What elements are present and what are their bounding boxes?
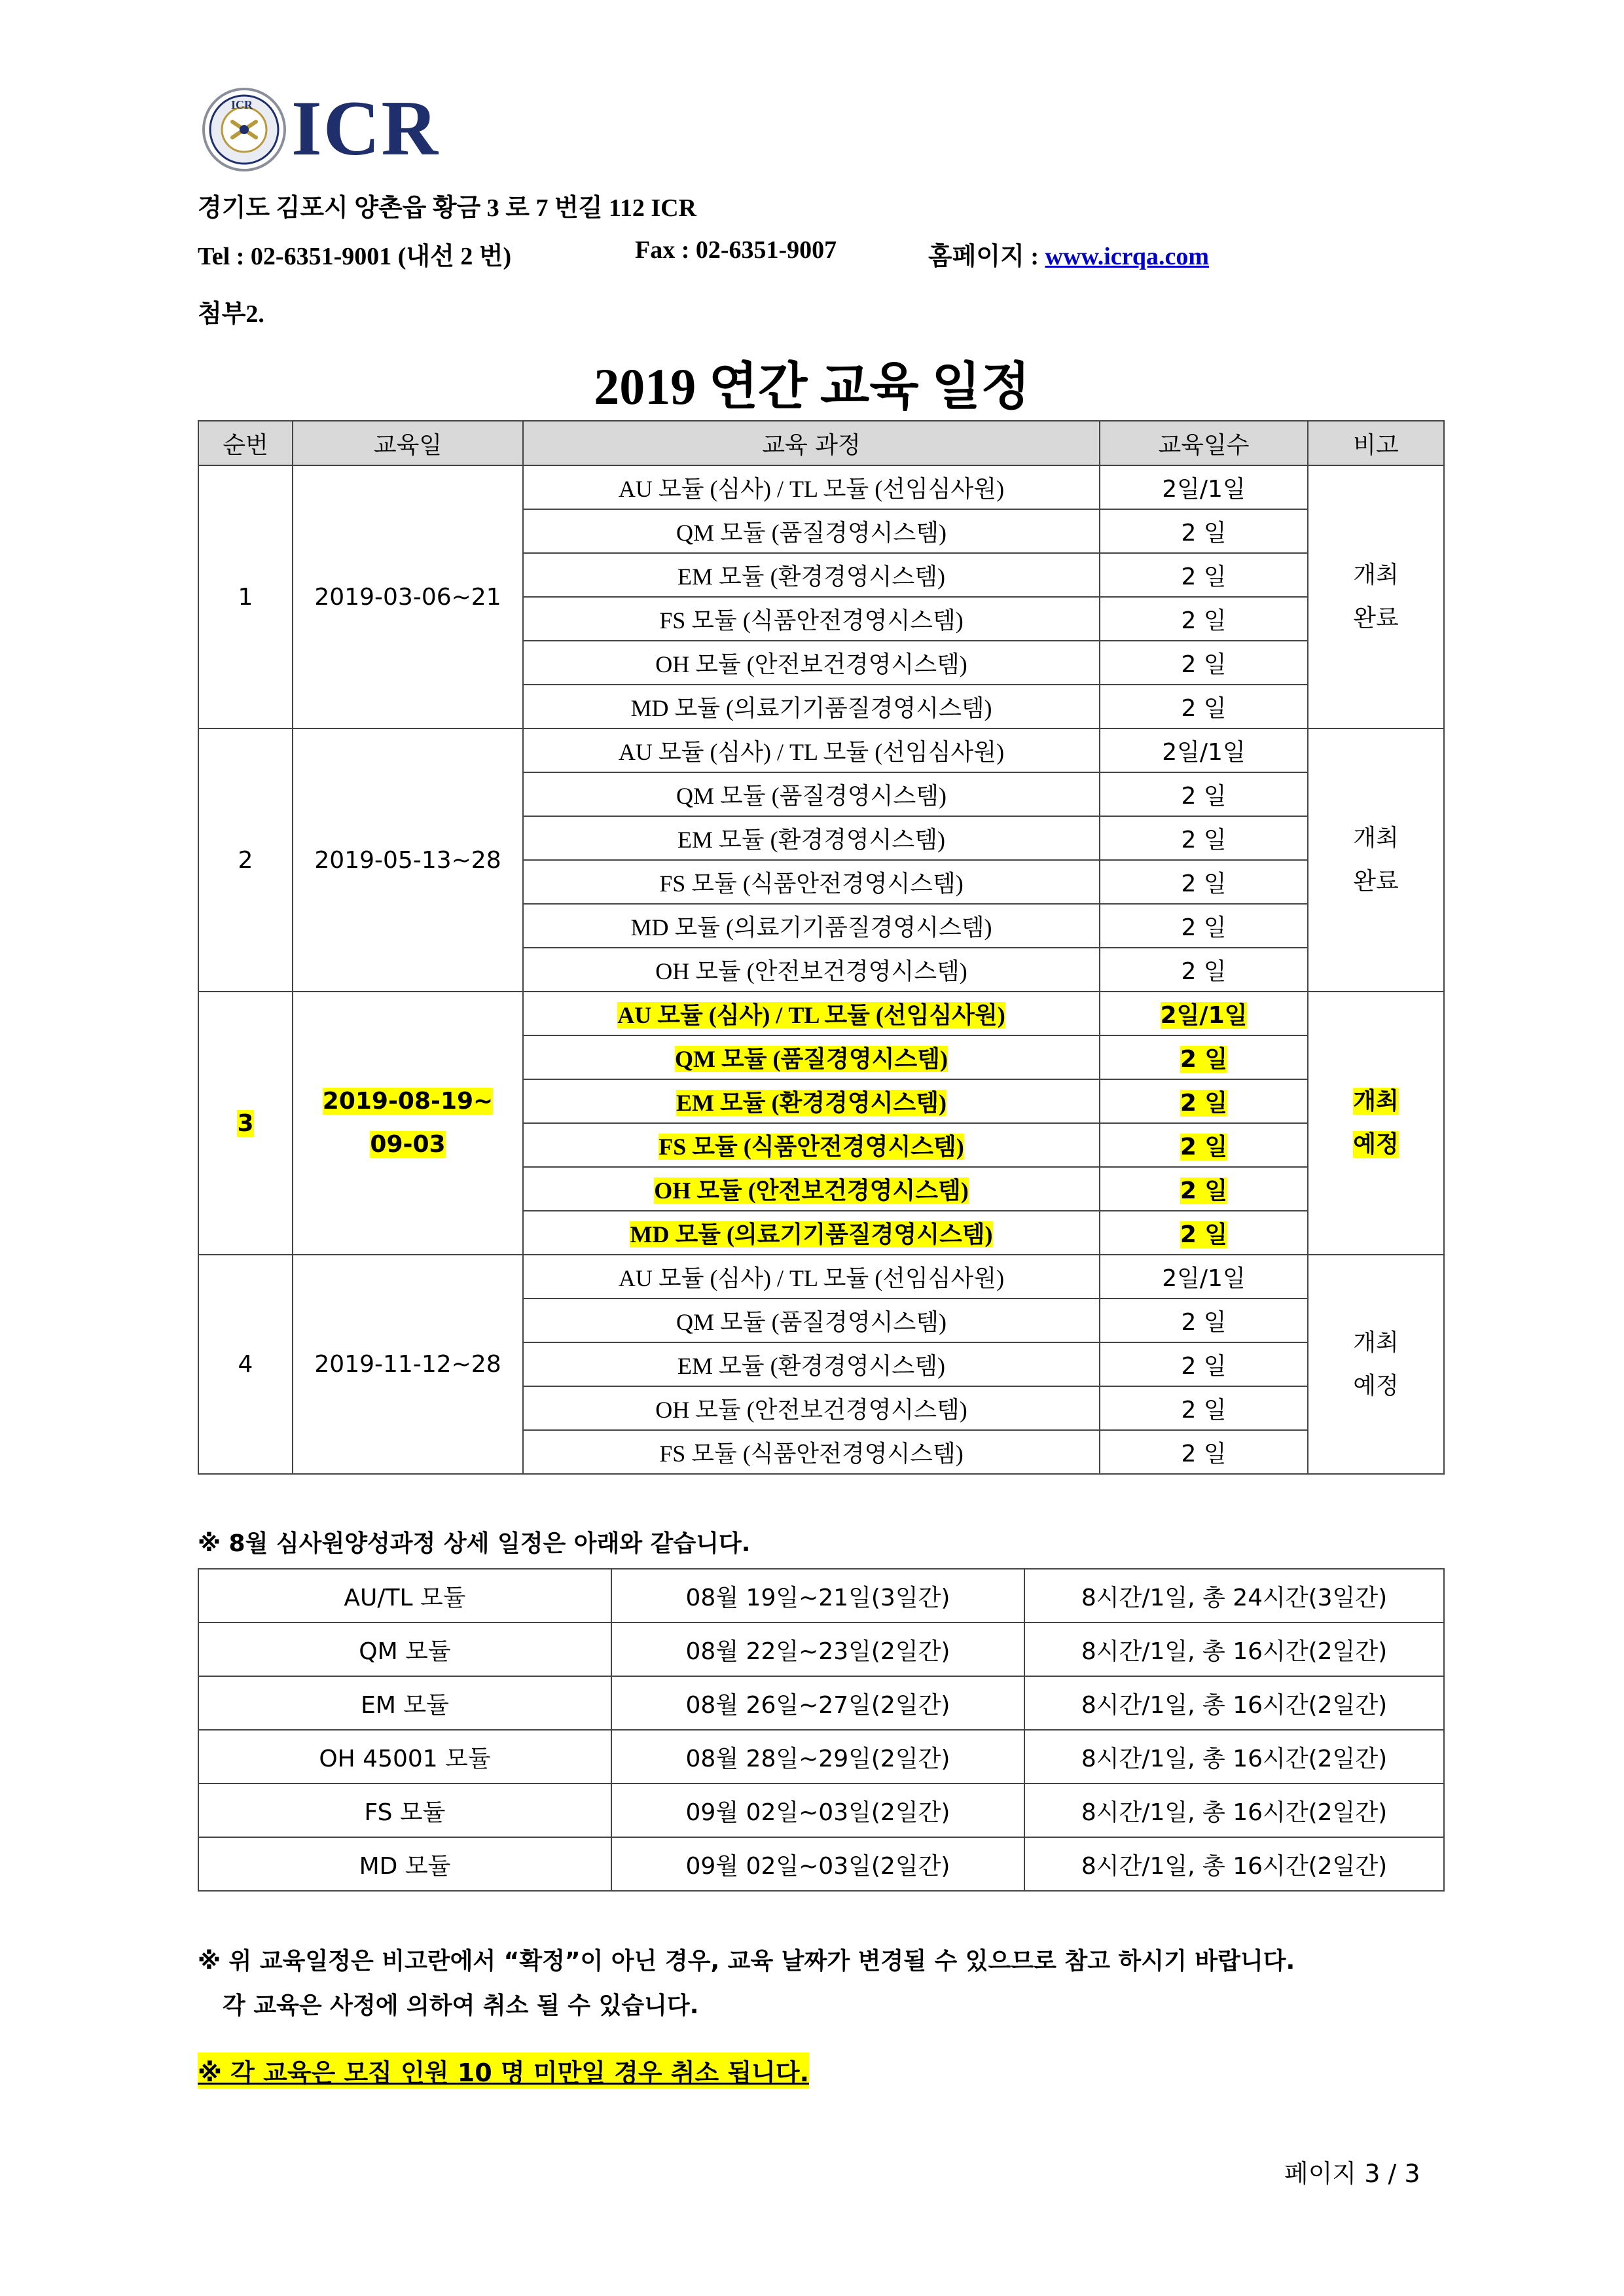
module-hours: 8시간/1일, 총 16시간(2일간)	[1024, 1676, 1444, 1730]
course-name: OH 모듈 (안전보건경영시스템)	[523, 948, 1100, 992]
table-row	[198, 992, 1444, 1035]
course-days: 2 일	[1100, 772, 1308, 816]
course-name: OH 모듈 (안전보건경영시스템)	[523, 641, 1100, 685]
page-number: 페이지 3 / 3	[1284, 2159, 1420, 2188]
module-name: MD 모듈	[198, 1837, 611, 1891]
course-days: 2 일	[1100, 641, 1308, 685]
table-row	[198, 1569, 1444, 1623]
attachment-label: 첨부2.	[198, 300, 264, 328]
course-days-text: 2 일	[1180, 1090, 1228, 1117]
header-remark: 비고	[1308, 421, 1444, 465]
telephone: Tel : 02-6351-9001 (내선 2 번)	[198, 243, 512, 270]
course-days: 2 일	[1100, 1299, 1308, 1342]
course-name-text: QM 모듈 (품질경영시스템)	[675, 1046, 948, 1072]
module-name: AU/TL 모듈	[198, 1569, 611, 1623]
remark-line: 완료	[1353, 605, 1399, 632]
module-dates: 09월 02일~03일(2일간)	[611, 1837, 1024, 1891]
module-dates: 08월 26일~27일(2일간)	[611, 1676, 1024, 1730]
header-course: 교육 과정	[523, 421, 1100, 465]
group-date: 2019-03-06~21	[293, 465, 523, 728]
minimum-enrollment-note: ※ 각 교육은 모집 인원 10 명 미만일 경우 취소 됩니다.	[198, 2053, 809, 2089]
course-days	[1100, 1211, 1308, 1255]
group-remark	[1308, 992, 1444, 1255]
group-remark	[1308, 1255, 1444, 1474]
table-row	[198, 1730, 1444, 1784]
module-hours: 8시간/1일, 총 16시간(2일간)	[1024, 1837, 1444, 1891]
course-name: QM 모듈 (품질경영시스템)	[523, 772, 1100, 816]
course-days-text: 2 일	[1180, 1134, 1228, 1160]
course-days: 2 일	[1100, 948, 1308, 992]
table-row	[198, 728, 1444, 772]
course-days: 2일/1일	[1100, 465, 1308, 509]
remark-line: 예정	[1353, 1131, 1399, 1158]
course-days-text: 2일/1일	[1160, 1002, 1248, 1029]
module-hours: 8시간/1일, 총 16시간(2일간)	[1024, 1623, 1444, 1676]
course-name: OH 모듈 (안전보건경영시스템)	[523, 1386, 1100, 1430]
course-days: 2일/1일	[1100, 1255, 1308, 1299]
course-name: FS 모듈 (식품안전경영시스템)	[523, 1430, 1100, 1474]
course-name-text: MD 모듈 (의료기기품질경영시스템)	[630, 1221, 993, 1247]
course-days: 2 일	[1100, 1430, 1308, 1474]
homepage	[928, 236, 1209, 272]
course-days: 2 일	[1100, 1342, 1308, 1386]
group-no	[198, 992, 293, 1255]
logo-seal-text: ICR	[231, 98, 253, 111]
remark-line: 완료	[1353, 868, 1399, 895]
course-days-text: 2 일	[1180, 1221, 1228, 1248]
annual-schedule-table	[198, 420, 1445, 1475]
course-name-text: AU 모듈 (심사) / TL 모듈 (선임심사원)	[617, 1002, 1005, 1028]
course-days-text: 2 일	[1180, 1177, 1228, 1204]
course-name	[523, 1211, 1100, 1255]
course-name-text: EM 모듈 (환경경영시스템)	[676, 1090, 947, 1116]
group-no: 1	[198, 465, 293, 728]
module-hours: 8시간/1일, 총 16시간(2일간)	[1024, 1784, 1444, 1837]
course-name: AU 모듈 (심사) / TL 모듈 (선임심사원)	[523, 1255, 1100, 1299]
schedule-change-note: ※ 위 교육일정은 비고란에서 “확정”이 아닌 경우, 교육 날짜가 변경될 수 있으므로 참고 하시기 바랍니다.	[198, 1948, 1295, 1975]
august-note: ※ 8월 심사원양성과정 상세 일정은 아래와 같습니다.	[198, 1530, 751, 1557]
course-name: MD 모듈 (의료기기품질경영시스템)	[523, 685, 1100, 728]
table-row	[198, 1623, 1444, 1676]
page-title: 2019 연간 교육 일정	[594, 358, 1030, 415]
course-days-text: 2 일	[1180, 1046, 1228, 1073]
header-no: 순번	[198, 421, 293, 465]
table-row	[198, 1837, 1444, 1891]
group-date: 2019-05-13~28	[293, 728, 523, 992]
group-remark	[1308, 465, 1444, 728]
course-days: 2 일	[1100, 1386, 1308, 1430]
course-days: 2 일	[1100, 816, 1308, 860]
remark-line: 예정	[1353, 1372, 1399, 1399]
module-name: EM 모듈	[198, 1676, 611, 1730]
fax: Fax : 02-6351-9007	[635, 236, 837, 264]
group-no: 2	[198, 728, 293, 992]
homepage-label: 홈페이지 :	[928, 243, 1045, 270]
course-days: 2 일	[1100, 904, 1308, 948]
remark-line: 개최	[1353, 562, 1399, 588]
header-date: 교육일	[293, 421, 523, 465]
course-name	[523, 1079, 1100, 1123]
group-date	[293, 992, 523, 1255]
module-name: FS 모듈	[198, 1784, 611, 1837]
table-row	[198, 1676, 1444, 1730]
course-name: AU 모듈 (심사) / TL 모듈 (선임심사원)	[523, 728, 1100, 772]
logo-wordmark: ICR	[291, 84, 440, 171]
course-name: AU 모듈 (심사) / TL 모듈 (선임심사원)	[523, 465, 1100, 509]
module-dates: 08월 22일~23일(2일간)	[611, 1623, 1024, 1676]
homepage-link[interactable]: www.icrqa.com	[1045, 243, 1209, 270]
course-days: 2 일	[1100, 597, 1308, 641]
august-detail-table	[198, 1568, 1445, 1892]
icr-logo	[200, 84, 475, 175]
group-no-text: 3	[237, 1109, 254, 1137]
course-days	[1100, 992, 1308, 1035]
table-row	[198, 465, 1444, 509]
course-name: FS 모듈 (식품안전경영시스템)	[523, 860, 1100, 904]
group-date: 2019-11-12~28	[293, 1255, 523, 1474]
course-days: 2 일	[1100, 685, 1308, 728]
course-days: 2일/1일	[1100, 728, 1308, 772]
course-days	[1100, 1079, 1308, 1123]
remark-line: 개최	[1353, 1088, 1399, 1115]
table-row	[198, 1784, 1444, 1837]
course-name: QM 모듈 (품질경영시스템)	[523, 1299, 1100, 1342]
group-remark	[1308, 728, 1444, 992]
remark-line: 개최	[1353, 825, 1399, 852]
course-name: EM 모듈 (환경경영시스템)	[523, 816, 1100, 860]
course-name	[523, 1123, 1100, 1167]
module-name: OH 45001 모듈	[198, 1730, 611, 1784]
group-date-line: 2019-08-19~	[322, 1088, 494, 1115]
course-name: EM 모듈 (환경경영시스템)	[523, 1342, 1100, 1386]
course-days	[1100, 1035, 1308, 1079]
course-days: 2 일	[1100, 553, 1308, 597]
group-no: 4	[198, 1255, 293, 1474]
course-days	[1100, 1123, 1308, 1167]
module-hours: 8시간/1일, 총 24시간(3일간)	[1024, 1569, 1444, 1623]
module-dates: 08월 28일~29일(2일간)	[611, 1730, 1024, 1784]
course-name: QM 모듈 (품질경영시스템)	[523, 509, 1100, 553]
header-days: 교육일수	[1100, 421, 1308, 465]
course-name: MD 모듈 (의료기기품질경영시스템)	[523, 904, 1100, 948]
course-days: 2 일	[1100, 509, 1308, 553]
course-name-text: FS 모듈 (식품안전경영시스템)	[659, 1134, 964, 1160]
module-hours: 8시간/1일, 총 16시간(2일간)	[1024, 1730, 1444, 1784]
course-name	[523, 992, 1100, 1035]
course-days	[1100, 1167, 1308, 1211]
group-date-line: 09-03	[370, 1131, 446, 1158]
course-name: EM 모듈 (환경경영시스템)	[523, 553, 1100, 597]
table-row	[198, 1255, 1444, 1299]
remark-line: 개최	[1353, 1329, 1399, 1356]
module-dates: 09월 02일~03일(2일간)	[611, 1784, 1024, 1837]
table-header-row	[198, 421, 1444, 465]
course-name	[523, 1167, 1100, 1211]
course-name	[523, 1035, 1100, 1079]
company-address: 경기도 김포시 양촌읍 황금 3 로 7 번길 112 ICR	[198, 194, 696, 222]
course-name-text: OH 모듈 (안전보건경영시스템)	[654, 1177, 969, 1204]
course-days: 2 일	[1100, 860, 1308, 904]
cancellation-note: 각 교육은 사정에 의하여 취소 될 수 있습니다.	[223, 1992, 699, 2019]
module-name: QM 모듈	[198, 1623, 611, 1676]
module-dates: 08월 19일~21일(3일간)	[611, 1569, 1024, 1623]
course-name: FS 모듈 (식품안전경영시스템)	[523, 597, 1100, 641]
